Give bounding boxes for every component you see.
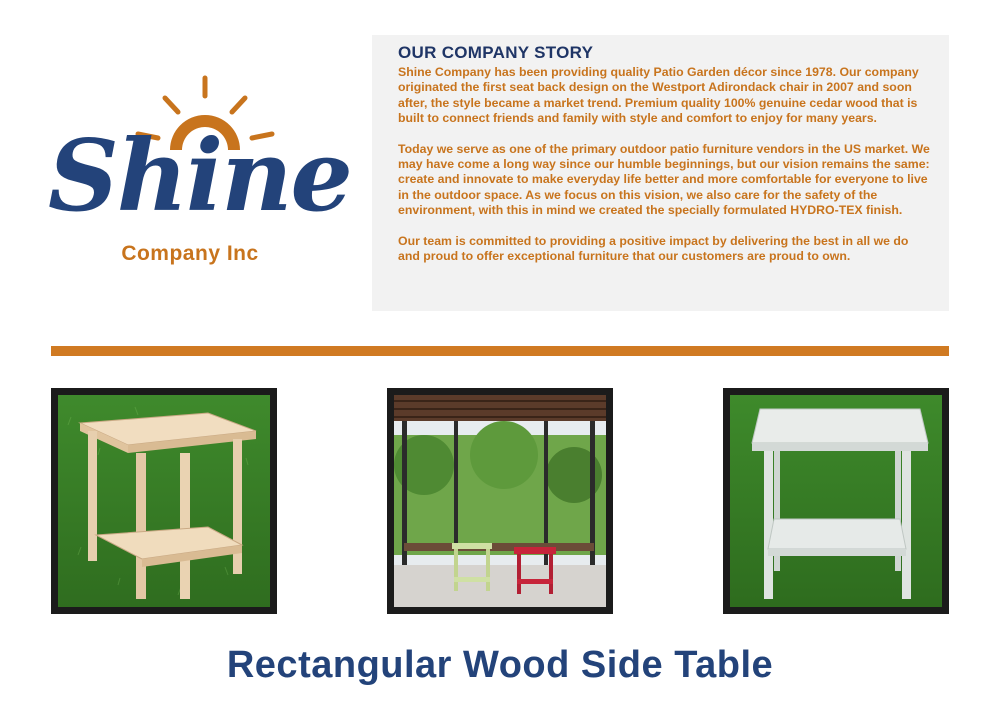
story-paragraph-2: Today we serve as one of the primary outdoor patio furniture vendors in the US market. We may have come a long way since our humble beginnings, but our vision remains the same: create and innovate to make everyday life better and more comfortable for everyone to live in the outdoor space. As we focus on this vision, we also care for the safety of the environment, with this in mind we created the specially formulated HYDRO-TEX finish. bbox=[398, 141, 930, 218]
company-logo bbox=[40, 70, 351, 280]
logo-wordmark: Shine bbox=[48, 119, 351, 234]
product-photo-pergola bbox=[387, 388, 613, 614]
product-photo-natural bbox=[51, 388, 277, 614]
story-heading: OUR COMPANY STORY bbox=[398, 43, 594, 62]
white-table-image bbox=[730, 395, 942, 607]
product-photo-white bbox=[723, 388, 949, 614]
pergola-scene-image bbox=[394, 395, 606, 607]
natural-table-image bbox=[58, 395, 270, 607]
company-story-panel bbox=[372, 35, 949, 311]
section-divider bbox=[51, 346, 949, 356]
story-paragraph-1: Shine Company has been providing quality Patio Garden décor since 1978. Our company originated the first seat back design on the Westport Adirondack chair in 2007 and soon after, the style became a market trend. Premium quality 100% genuine cedar wood that is built to connect friends and family with style and comfort to enjoy for many years. bbox=[398, 65, 919, 126]
product-title: Rectangular Wood Side Table bbox=[226, 644, 774, 686]
logo-subtitle: Company Inc bbox=[121, 242, 259, 265]
story-paragraph-3: Our team is committed to providing a positive impact by delivering the best in all we do and proud to offer exceptional furniture that our customers are proud to own. bbox=[398, 233, 909, 264]
